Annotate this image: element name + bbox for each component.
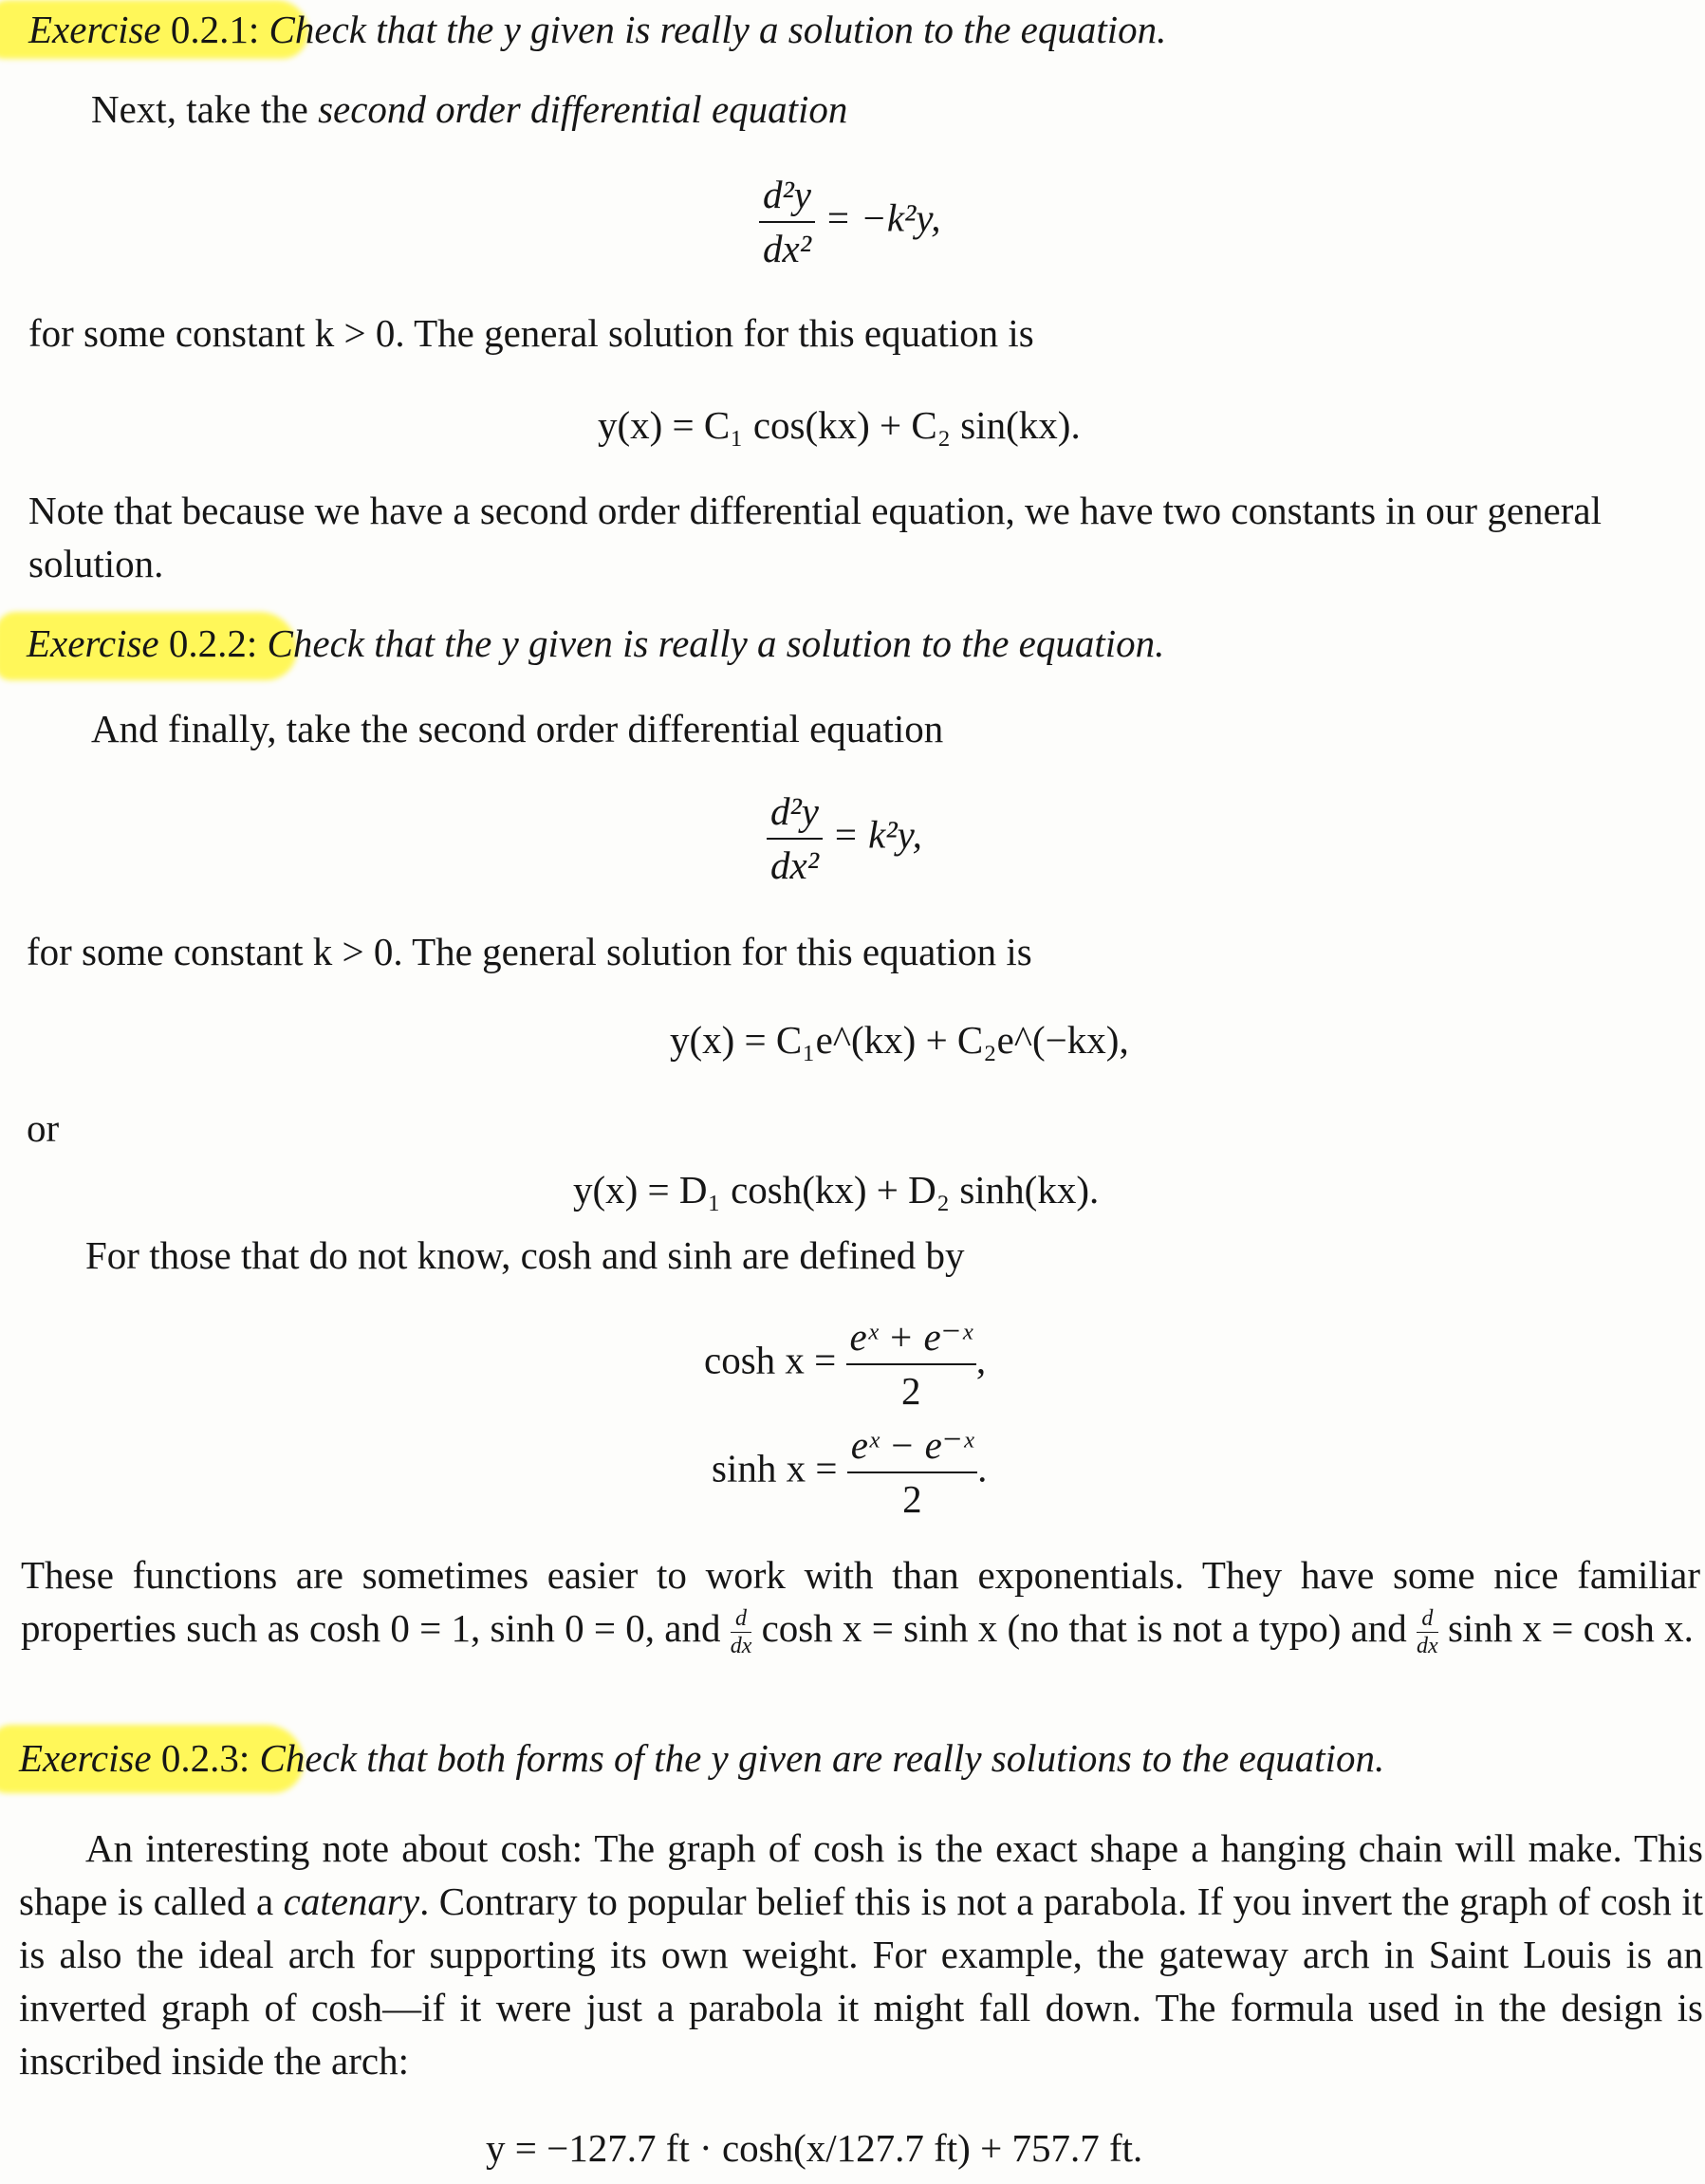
or-word: or [27,1106,60,1150]
finally-line: And finally, take the second order differential equation [91,707,944,750]
cosh-definition: cosh x = $\frac{\text{eˣ + e⁻ˣ}}{2}$ , [704,1315,987,1414]
constant-line-2: for some constant k > 0. The general solution for this equation is [27,930,1032,973]
exercise-label: Exercise [28,8,161,51]
second-derivative-fraction: $\frac{\text{d²y}}{\text{dx²}}$ [759,175,815,269]
exercise-0-2-2: Exercise 0.2.2: Check that the y given is really a solution to the equation. [27,621,1165,665]
cosh-intro-line: For those that do not know, cosh and sinh are defined by [85,1233,965,1277]
note-paragraph: Note that because we have a second order differential equation, we have two constants in our general solution. [28,489,1602,585]
general-solution-3: y(x) = D₁ cosh(kx) + D₂ sinh(kx). [573,1168,1100,1212]
functions-paragraph: These functions are sometimes easier to work with than exponentials. They have some nice familiar properties such as cosh 0 = 1, sinh 0 = 0, and $\frac{d}{dx}$ cosh x = sinh x (no that is not a typo) and $\frac{d}{dx}$ sinh x = cosh x. [21,1553,1700,1659]
ode-equation-1: $\frac{\text{d²y}}{\text{dx²}}$ = −k²y, [759,175,941,269]
constant-line-1: for some constant k > 0. The general solution for this equation is [28,311,1034,355]
exercise-0-2-1 [28,8,1166,52]
ode-equation-2: $\frac{\text{d²y}}{\text{dx²}}$ = k²y, [767,791,922,886]
exercise-0-2-3: Exercise 0.2.3: Check that both forms of the y given are really solutions to the equation. [19,1736,1385,1780]
catenary-paragraph: An interesting note about cosh: The graph of cosh is the exact shape a hanging chain will make. This shape is called a catenary. Contrary to popular belief this is not a parabola. If you invert the graph of cosh it is also the ideal arch for supporting its own weight. For example, the gateway arch in Saint Louis is an inverted graph of cosh—if it were just a parabola it might fall down. The formula used in the design is inscribed inside the arch: [19,1826,1703,2082]
arch-formula: y = −127.7 ft · cosh(x/127.7 ft) + 757.7 ft. [486,2126,1143,2170]
general-solution-2: y(x) = C₁e^(kx) + C₂e^(−kx), [670,1018,1129,1062]
general-solution-1: y(x) = C₁ cos(kx) + C₂ sin(kx). [598,403,1081,447]
exercise-text: Check that the y given is really a solution to the equation. [269,8,1167,51]
exercise-number: 0.2.1: [170,8,260,51]
sinh-definition: sinh x = $\frac{\text{eˣ − e⁻ˣ}}{2}$ . [712,1423,988,1522]
next-take-line: Next, take the second order differential equation [91,87,848,131]
